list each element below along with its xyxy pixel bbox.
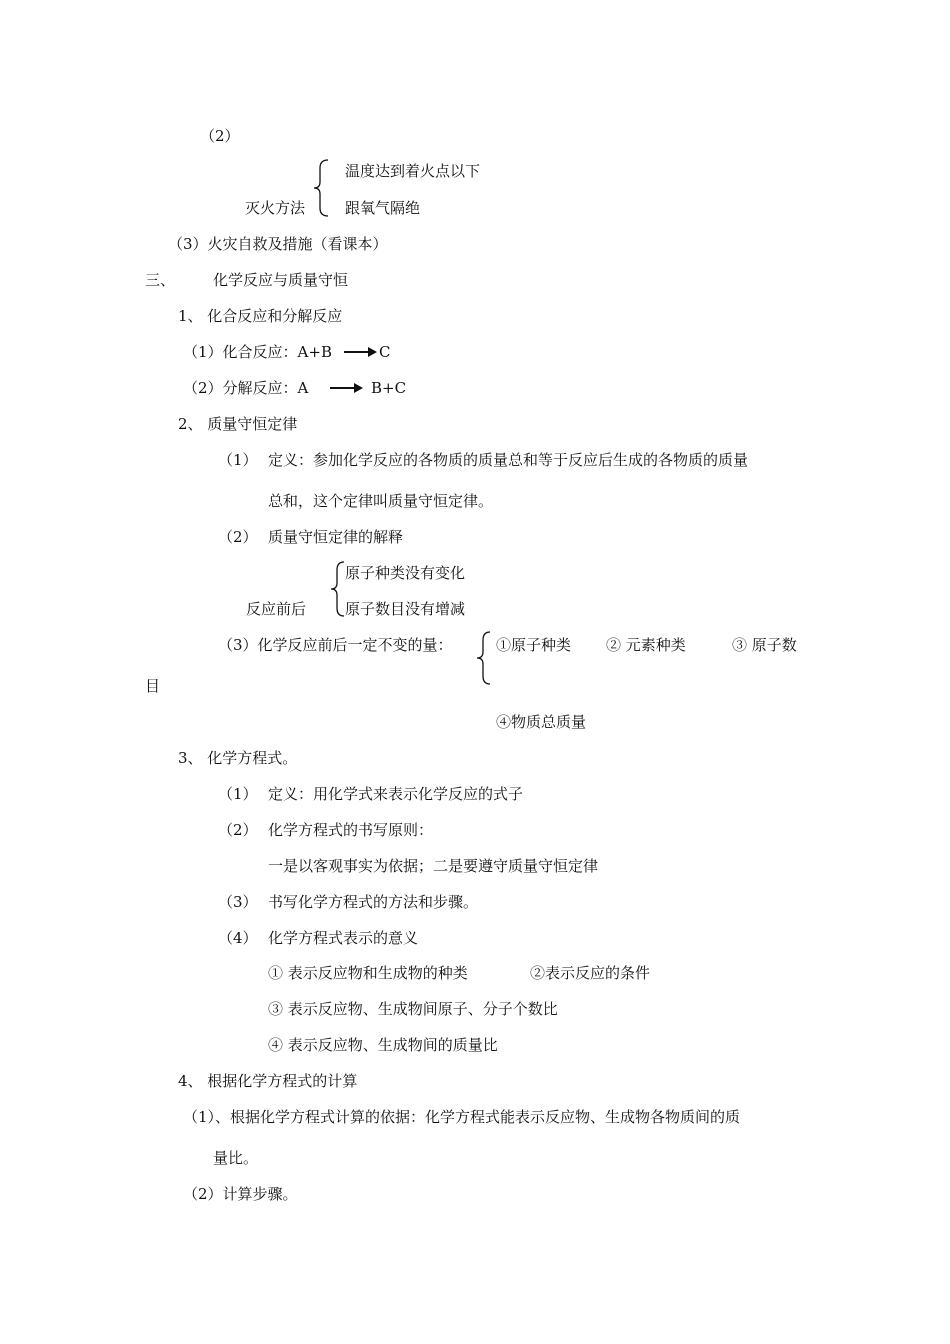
definition-line-2: 总和，这个定律叫质量守恒定律。 [268, 492, 494, 510]
sub-3-title: 3、 化学方程式。 [178, 749, 298, 767]
quantity-2: ② 元素种类 [606, 636, 686, 654]
decomposition-products: B+C [371, 379, 407, 397]
quantity-4: ④物质总质量 [496, 713, 587, 731]
meaning-1: ① 表示反应物和生成物的种类 [268, 964, 468, 982]
calculation-steps: （2）计算步骤。 [183, 1185, 298, 1203]
equation-meaning: 化学方程式表示的意义 [268, 929, 419, 947]
equation-item-1-number: （1） [218, 785, 258, 803]
combination-product: C [379, 343, 391, 361]
fire-self-rescue: （3）火灾自救及措施（看课本） [168, 235, 388, 253]
item-2-label: （2） [200, 127, 240, 145]
explanation-title: 质量守恒定律的解释 [268, 528, 404, 546]
quantity-1: ①原子种类 [496, 636, 572, 654]
quantity-3-continued: 目 [145, 677, 161, 695]
before-after-label: 反应前后 [246, 600, 307, 618]
extinguish-method-1: 温度达到着火点以下 [345, 162, 481, 180]
meaning-4: ④ 表示反应物、生成物间的质量比 [268, 1036, 498, 1054]
equation-item-3-number: （3） [218, 893, 258, 911]
brace-before-after [328, 560, 346, 618]
sub-4-title: 4、 根据化学方程式的计算 [178, 1072, 358, 1090]
brace-extinguish [312, 158, 330, 218]
arrow-icon [344, 346, 378, 358]
unchanged-quantities-label: （3）化学反应前后一定不变的量： [218, 636, 453, 654]
atom-kind-unchanged: 原子种类没有变化 [345, 564, 466, 582]
extinguish-method-2: 跟氧气隔绝 [345, 199, 421, 217]
equation-item-2-number: （2） [218, 821, 258, 839]
calculation-basis-line-2: 量比。 [213, 1149, 259, 1167]
extinguish-method-label: 灭火方法 [245, 199, 306, 217]
writing-principles: 化学方程式的书写原则： [268, 821, 434, 839]
definition-number: （1） [218, 451, 258, 469]
combination-reaction: （1）化合反应：A+B [183, 343, 332, 361]
quantity-3: ③ 原子数 [732, 636, 797, 654]
atom-count-unchanged: 原子数目没有增减 [345, 600, 466, 618]
calculation-basis-line-1: （1）、根据化学方程式计算的依据：化学方程式能表示反应物、生成物各物质间的质 [183, 1108, 741, 1126]
section-3-heading: 化学反应与质量守恒 [213, 271, 349, 289]
decomposition-reaction: （2）分解反应：A [183, 379, 309, 397]
writing-steps: 书写化学方程式的方法和步骤。 [268, 893, 479, 911]
equation-item-4-number: （4） [218, 929, 258, 947]
arrow-icon [330, 382, 364, 394]
writing-principles-detail: 一是以客观事实为依据；二是要遵守质量守恒定律 [268, 857, 599, 875]
meaning-2: ②表示反应的条件 [530, 964, 651, 982]
brace-unchanged [474, 630, 492, 686]
sub-1-title: 1、 化合反应和分解反应 [178, 307, 343, 325]
definition-line-1: 定义：参加化学反应的各物质的质量总和等于反应后生成的各物质的质量 [268, 451, 749, 469]
sub-2-title: 2、 质量守恒定律 [178, 415, 298, 433]
equation-definition: 定义：用化学式来表示化学反应的式子 [268, 785, 524, 803]
meaning-3: ③ 表示反应物、生成物间原子、分子个数比 [268, 1000, 558, 1018]
section-3-number: 三、 [145, 271, 176, 289]
explanation-number: （2） [218, 528, 258, 546]
